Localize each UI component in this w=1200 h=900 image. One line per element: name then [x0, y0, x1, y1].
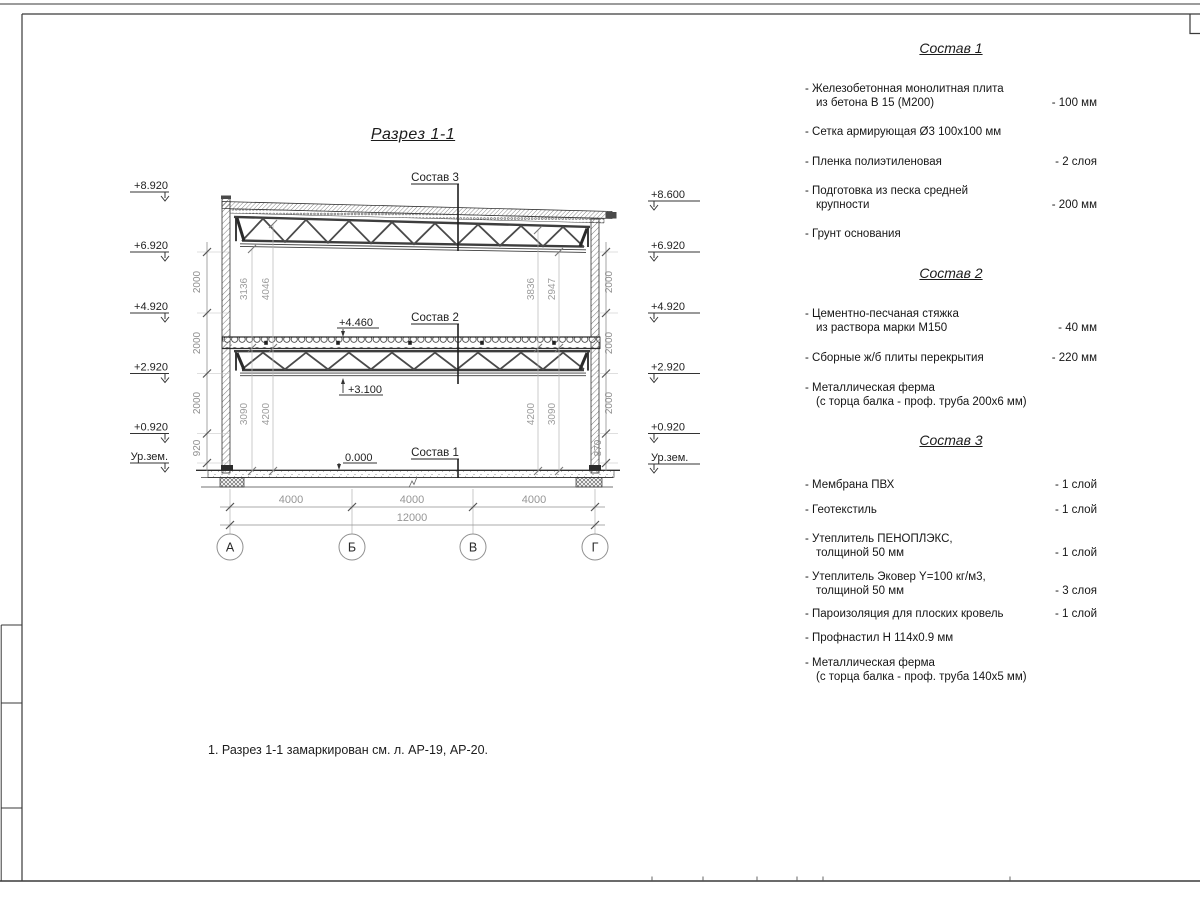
sheet-note: 1. Разрез 1-1 замаркирован см. л. АР-19, АР-20. — [208, 743, 489, 757]
label-sostav-2: Состав 2 — [411, 312, 459, 324]
axis-b: Б — [347, 540, 357, 555]
spec-line: - Утеплитель ПЕНОПЛЭКС, — [805, 533, 953, 545]
spec-line: - Металлическая ферма — [805, 657, 935, 669]
elev-left-6920: +6.920 — [134, 240, 168, 252]
spec-value: - 1 слой — [1054, 547, 1097, 559]
spec-line: (с торца балка - проф. труба 140х5 мм) — [816, 671, 1027, 683]
chain-left-2000c: 2000 — [192, 391, 203, 415]
spec-line: (с торца балка - проф. труба 200х6 мм) — [816, 396, 1027, 408]
elev-right-0920: +0.920 — [651, 421, 685, 434]
spec-line: - Сетка армирующая Ø3 100х100 мм — [805, 126, 1002, 138]
spec-value: - 1 слой — [1054, 479, 1097, 491]
ground-floor — [196, 465, 620, 488]
spec-item — [805, 307, 1097, 335]
svg-text:+3.100: +3.100 — [348, 384, 382, 396]
dim-12000: 12000 — [396, 512, 428, 524]
bottom-dimensions — [220, 489, 605, 534]
dim-4200-left: 4200 — [261, 402, 272, 426]
spec-heading-1: Состав 1 — [919, 40, 983, 56]
spec-line: крупности — [816, 199, 870, 211]
dim-4200-right: 4200 — [526, 402, 537, 426]
spec-value: - 220 мм — [1051, 352, 1097, 364]
spec-value: - 1 слой — [1054, 608, 1097, 620]
elev-left-ground: Ур.зем. — [130, 451, 168, 463]
elev-left-8920: +8.920 — [134, 180, 168, 192]
spec-item — [805, 607, 1097, 621]
dim-4000-1: 4000 — [278, 494, 304, 506]
spec-item — [805, 82, 1097, 110]
label-sostav-3: Состав 3 — [411, 172, 459, 184]
spec-section-1 — [805, 40, 1097, 241]
elev-left-0920: +0.920 — [134, 421, 168, 434]
dim-4000-3: 4000 — [521, 494, 547, 506]
chain-left-2000b: 2000 — [192, 331, 203, 355]
level-mark-4460 — [337, 317, 379, 337]
spec-item — [805, 570, 1097, 598]
spec-line: - Мембрана ПВХ — [805, 479, 895, 491]
spec-line: из раствора марки М150 — [816, 322, 948, 334]
dim-4046: 4046 — [261, 277, 272, 301]
floor-slab-hollowcore — [222, 337, 600, 349]
spec-section-2 — [805, 265, 1097, 409]
spec-heading-2: Состав 2 — [919, 265, 983, 281]
spec-item — [805, 155, 1097, 169]
spec-value: - 100 мм — [1051, 97, 1097, 109]
roof-slab — [222, 202, 617, 224]
roof-truss — [234, 217, 590, 253]
spec-panel — [805, 40, 1097, 684]
spec-section-3 — [805, 432, 1097, 684]
spec-line: - Утеплитель Эковер Y=100 кг/м3, — [805, 571, 986, 583]
spec-item — [805, 478, 1097, 492]
level-mark-0000 — [337, 452, 377, 470]
drawing-title: Разрез 1-1 — [370, 126, 456, 143]
svg-text:0.000: 0.000 — [345, 452, 373, 464]
spec-line: - Геотекстиль — [805, 504, 877, 516]
floor-truss — [234, 351, 590, 376]
spec-item — [805, 227, 1097, 241]
spec-line: - Пленка полиэтиленовая — [805, 156, 942, 168]
elev-right-2920: +2.920 — [651, 361, 685, 374]
spec-line: из бетона В 15 (М200) — [816, 97, 935, 109]
building-walls — [221, 196, 599, 474]
spec-item — [805, 656, 1097, 684]
elev-right-8600: +8.600 — [651, 189, 685, 201]
spec-line: толщиной 50 мм — [816, 547, 905, 559]
axis-bubbles — [217, 534, 608, 560]
svg-text:+4.460: +4.460 — [339, 317, 373, 329]
label-sostav-1: Состав 1 — [411, 447, 459, 459]
chain-left-2000a: 2000 — [192, 270, 203, 294]
spec-value: - 200 мм — [1051, 199, 1097, 211]
chain-left-920: 920 — [192, 439, 203, 457]
spec-line: - Пароизоляция для плоских кровель — [805, 608, 1004, 620]
spec-line: - Металлическая ферма — [805, 382, 935, 394]
spec-value: - 40 мм — [1058, 322, 1097, 334]
spec-line: - Подготовка из песка средней — [805, 185, 969, 197]
spec-line: толщиной 50 мм — [816, 585, 905, 597]
axis-g: Г — [591, 540, 599, 555]
spec-item — [805, 184, 1097, 212]
spec-line: - Цементно-песчаная стяжка — [805, 308, 959, 320]
dim-3836: 3836 — [526, 277, 537, 301]
spec-item — [805, 381, 1097, 409]
spec-value: - 3 слоя — [1055, 585, 1097, 597]
elevation-marks-right — [648, 189, 700, 473]
dim-3090-left: 3090 — [239, 402, 250, 426]
elev-right-ground: Ур.зем. — [651, 452, 689, 464]
axis-a: А — [225, 540, 235, 555]
axis-v: В — [468, 540, 478, 555]
level-mark-3100 — [339, 378, 383, 396]
elev-right-6920: +6.920 — [651, 240, 685, 252]
spec-item — [805, 125, 1097, 139]
dim-4000-2: 4000 — [399, 494, 425, 506]
elev-left-2920: +2.920 — [134, 361, 168, 374]
spec-value: - 2 слоя — [1055, 156, 1097, 168]
spec-item — [805, 503, 1097, 517]
elevation-marks-left — [130, 180, 169, 472]
spec-item — [805, 351, 1097, 365]
chain-right-2000b: 2000 — [604, 331, 615, 355]
chain-right-2000a: 2000 — [604, 270, 615, 294]
spec-heading-3: Состав 3 — [919, 432, 983, 448]
spec-line: - Профнастил Н 114х0.9 мм — [805, 632, 954, 644]
chain-right-2000c: 2000 — [604, 391, 615, 415]
dim-3136: 3136 — [239, 277, 250, 301]
dim-2947: 2947 — [547, 277, 558, 301]
spec-line: - Сборные ж/б плиты перекрытия — [805, 352, 984, 364]
break-line — [409, 477, 417, 488]
chain-right-870: 870 — [593, 439, 604, 457]
spec-line: - Железобетонная монолитная плита — [805, 83, 1004, 95]
spec-item — [805, 532, 1097, 560]
elev-left-4920: +4.920 — [134, 301, 168, 313]
spec-line: - Грунт основания — [805, 228, 901, 240]
spec-item — [805, 631, 1097, 645]
dim-3090-right: 3090 — [547, 402, 558, 426]
elev-right-4920: +4.920 — [651, 301, 685, 313]
spec-value: - 1 слой — [1054, 504, 1097, 516]
